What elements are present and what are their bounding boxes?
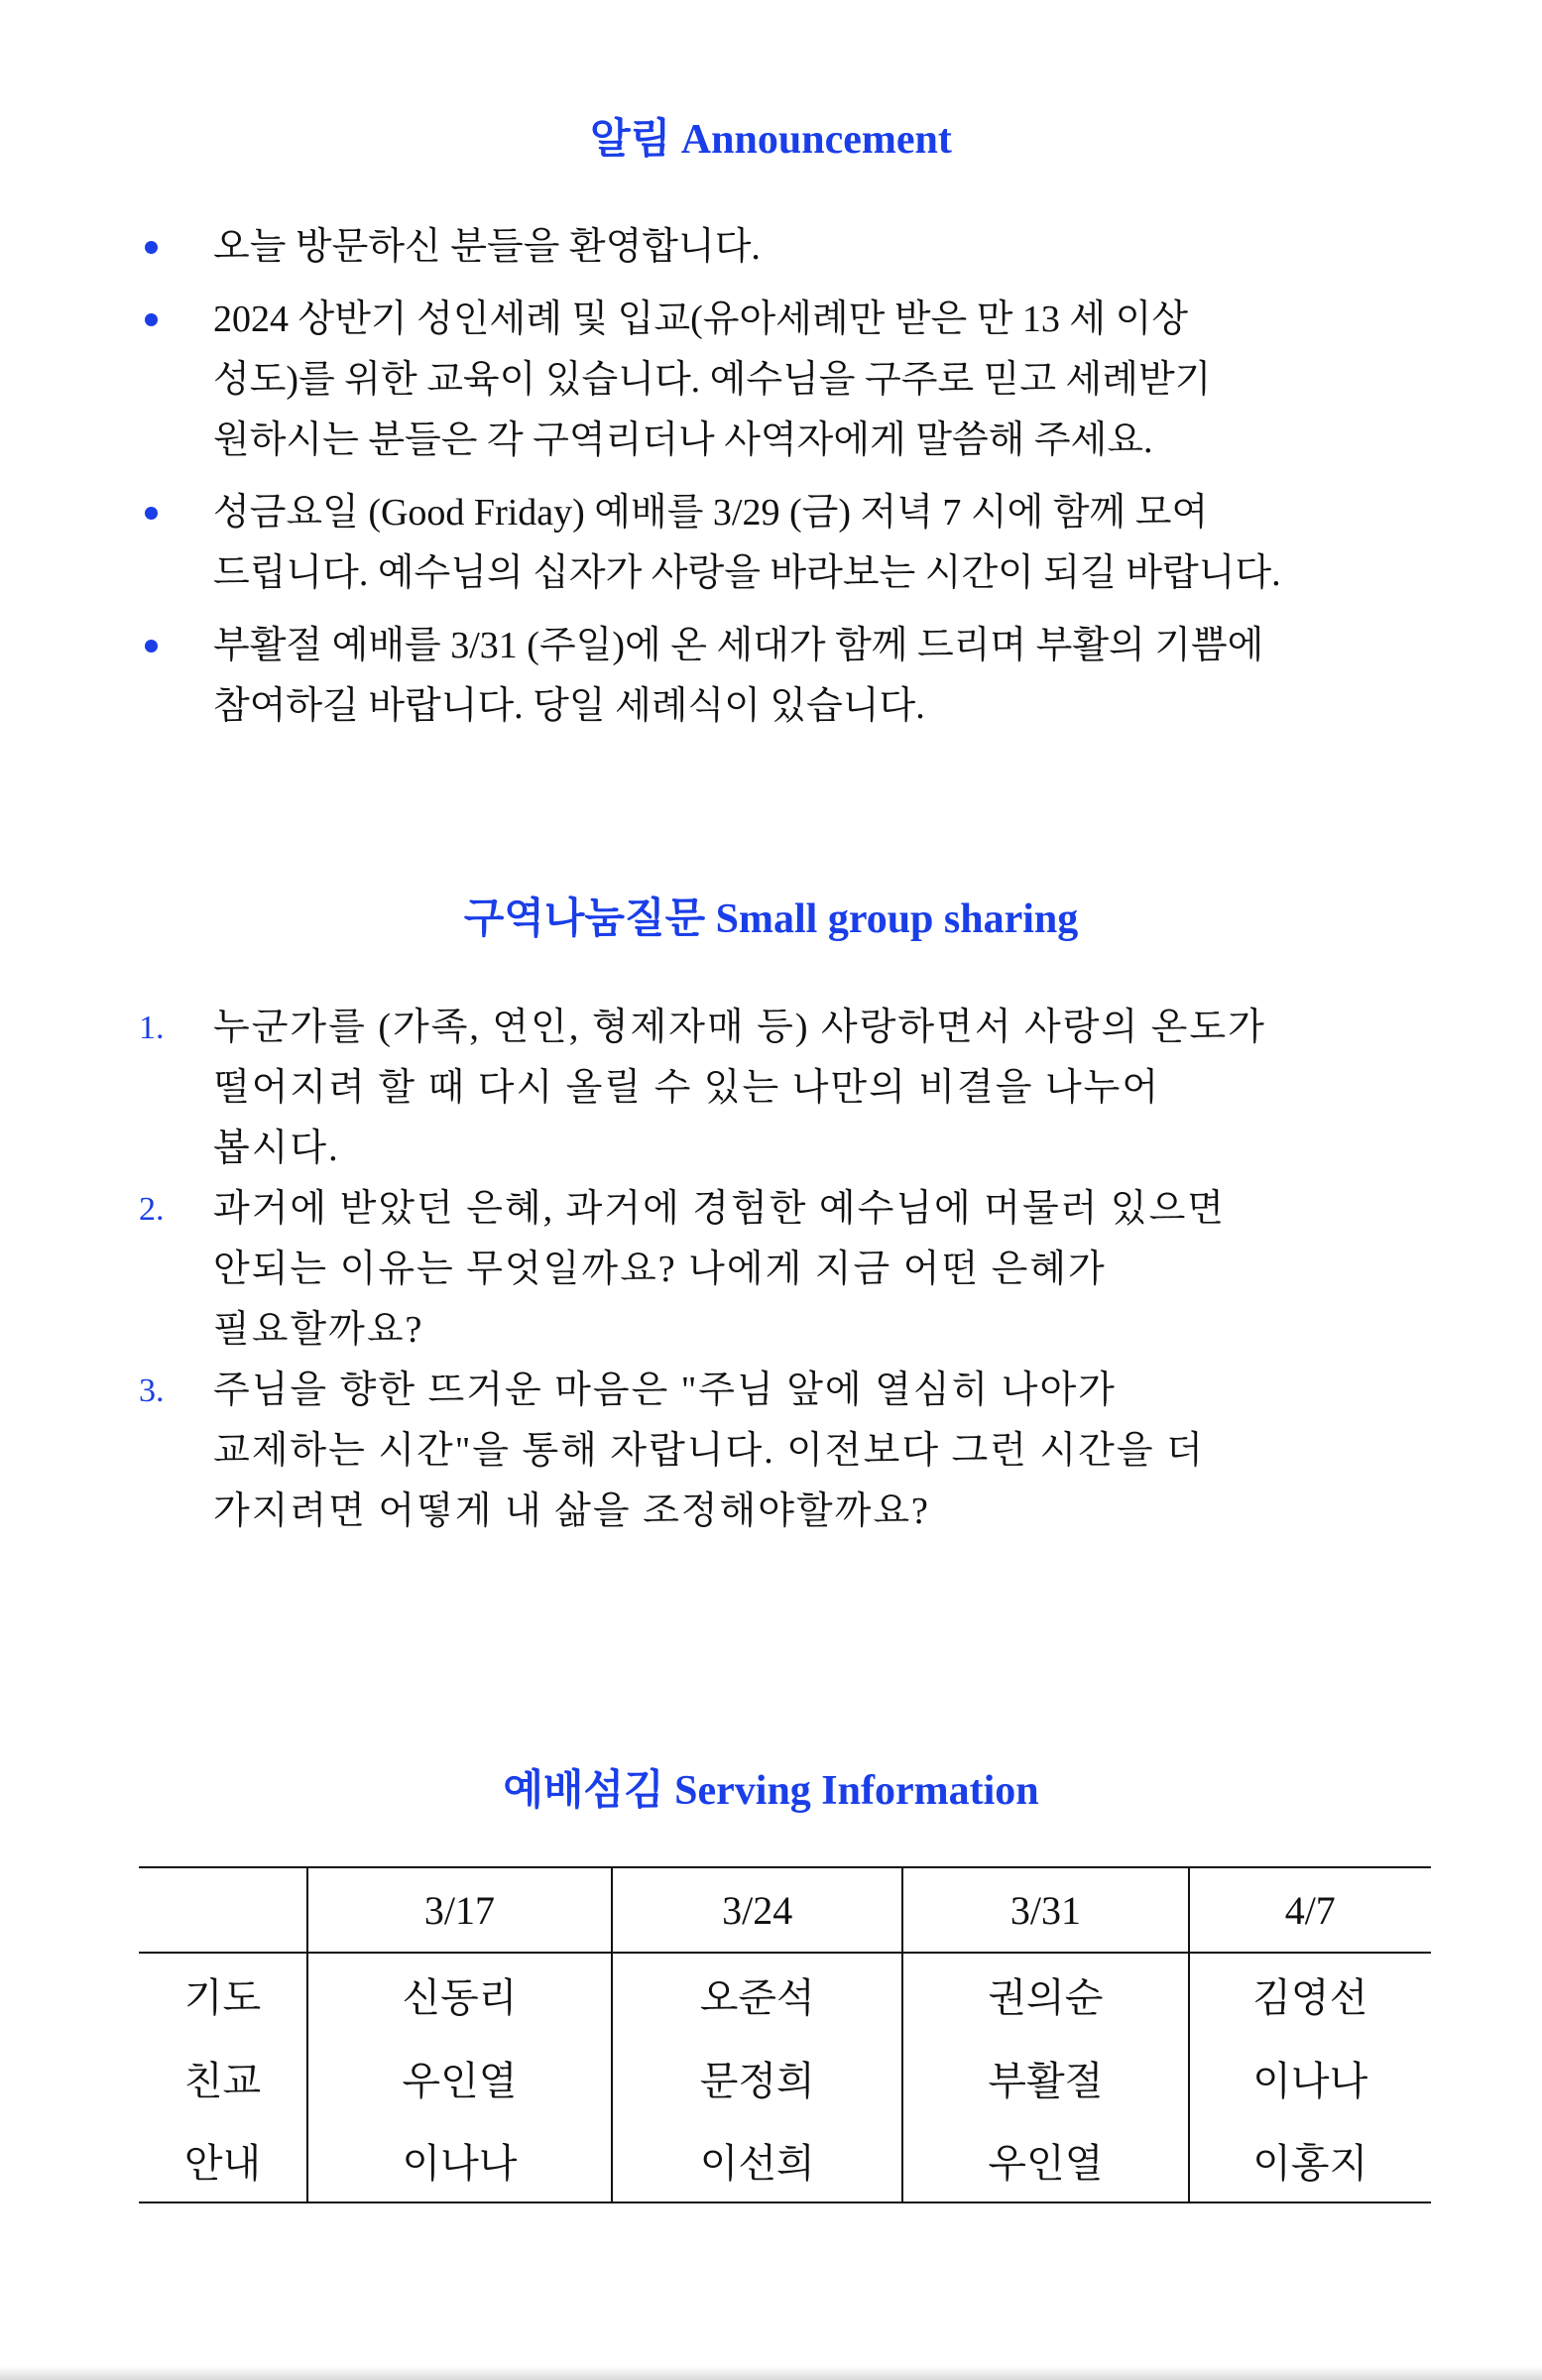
question-line: 교제하는 시간"을 통해 자랍니다. 이전보다 그런 시간을 더 [213, 1430, 1205, 1472]
announcement-line: 성금요일 (Good Friday) 예배를 3/29 (금) 저녁 7 시에 함께 모여 [213, 492, 1209, 534]
announcement-line: 부활절 예배를 3/31 (주일)에 온 세대가 함께 드리며 부활의 기쁨에 [213, 625, 1264, 666]
page-bottom-shadow [0, 2366, 1542, 2380]
announcement-list [139, 217, 1428, 749]
table-row [139, 2036, 1431, 2119]
column-header-empty [139, 1867, 307, 1953]
question-line: 떨어지려 할 때 다시 올릴 수 있는 나만의 비결을 나누어 [213, 1067, 1161, 1109]
table-cell: 이선희 [612, 2119, 902, 2202]
announcement-line: 성도)를 위한 교육이 있습니다. 예수님을 구주로 믿고 세례받기 [213, 359, 1212, 401]
column-header-date: 4/7 [1189, 1867, 1431, 1953]
table-cell: 문정희 [612, 2036, 902, 2119]
announcement-line: 원하시는 분들은 각 구역리더나 사역자에게 말씀해 주세요. [213, 419, 1153, 461]
announcement-heading: 알림 Announcement [590, 117, 952, 163]
announcement-line: 2024 상반기 성인세례 및 입교(유아세례만 받은 만 13 세 이상 [213, 298, 1189, 340]
table-cell: 김영선 [1189, 1953, 1431, 2036]
column-header-date: 3/24 [612, 1867, 902, 1953]
question-line: 누군가를 (가족, 연인, 형제자매 등) 사랑하면서 사랑의 온도가 [213, 1007, 1266, 1048]
row-label: 친교 [183, 2058, 262, 2103]
question-line: 봅시다. [213, 1128, 340, 1169]
question-number: 3. [139, 1372, 165, 1409]
question-line: 안되는 이유는 무엇일까요? 나에게 지금 어떤 은혜가 [213, 1249, 1107, 1290]
question-line: 가지려면 어떻게 내 삶을 조정해야할까요? [213, 1490, 930, 1532]
serving-header-row [139, 1867, 1431, 1953]
table-cell: 오준석 [612, 1953, 902, 2036]
column-header-date: 3/31 [902, 1867, 1188, 1953]
table-row [139, 1953, 1431, 2036]
sharing-question-list [139, 998, 1428, 1542]
bullet-icon [145, 507, 158, 520]
sharing-question [139, 1179, 1428, 1361]
sharing-question [139, 998, 1428, 1179]
serving-table [139, 1866, 1431, 2203]
sharing-question [139, 1361, 1428, 1542]
column-header-date: 3/17 [307, 1867, 612, 1953]
question-line: 과거에 받았던 은혜, 과거에 경험한 예수님에 머물러 있으면 [213, 1188, 1226, 1230]
announcement-line: 오늘 방문하신 분들을 환영합니다. [213, 226, 761, 268]
question-line: 필요할까요? [213, 1309, 424, 1351]
table-row [139, 2119, 1431, 2202]
question-number: 1. [139, 1010, 165, 1046]
table-cell: 이홍지 [1189, 2119, 1431, 2202]
question-line: 주님을 향한 뜨거운 마음은 "주님 앞에 열심히 나아가 [213, 1369, 1117, 1411]
row-label: 안내 [183, 2141, 262, 2186]
announcement-line: 드립니다. 예수님의 십자가 사랑을 바라보는 시간이 되길 바랍니다. [213, 552, 1281, 594]
bullet-icon [145, 313, 158, 326]
table-cell: 부활절 [902, 2036, 1188, 2119]
table-cell: 이나나 [307, 2119, 612, 2202]
sharing-heading: 구역나눔질문 Small group sharing [463, 896, 1079, 942]
table-cell: 우인열 [902, 2119, 1188, 2202]
question-number: 2. [139, 1191, 165, 1228]
table-cell: 신동리 [307, 1953, 612, 2036]
announcement-item [139, 483, 1428, 604]
table-cell: 우인열 [307, 2036, 612, 2119]
announcement-item [139, 290, 1428, 471]
bullet-icon [145, 640, 158, 653]
table-cell: 이나나 [1189, 2036, 1431, 2119]
table-cell: 권의순 [902, 1953, 1188, 2036]
serving-heading: 예배섬김 Serving Information [503, 1768, 1039, 1814]
announcement-line: 참여하길 바랍니다. 당일 세례식이 있습니다. [213, 685, 925, 727]
row-label: 기도 [183, 1975, 262, 2020]
announcement-item [139, 616, 1428, 737]
announcement-item [139, 217, 1428, 278]
bullet-icon [145, 241, 158, 254]
